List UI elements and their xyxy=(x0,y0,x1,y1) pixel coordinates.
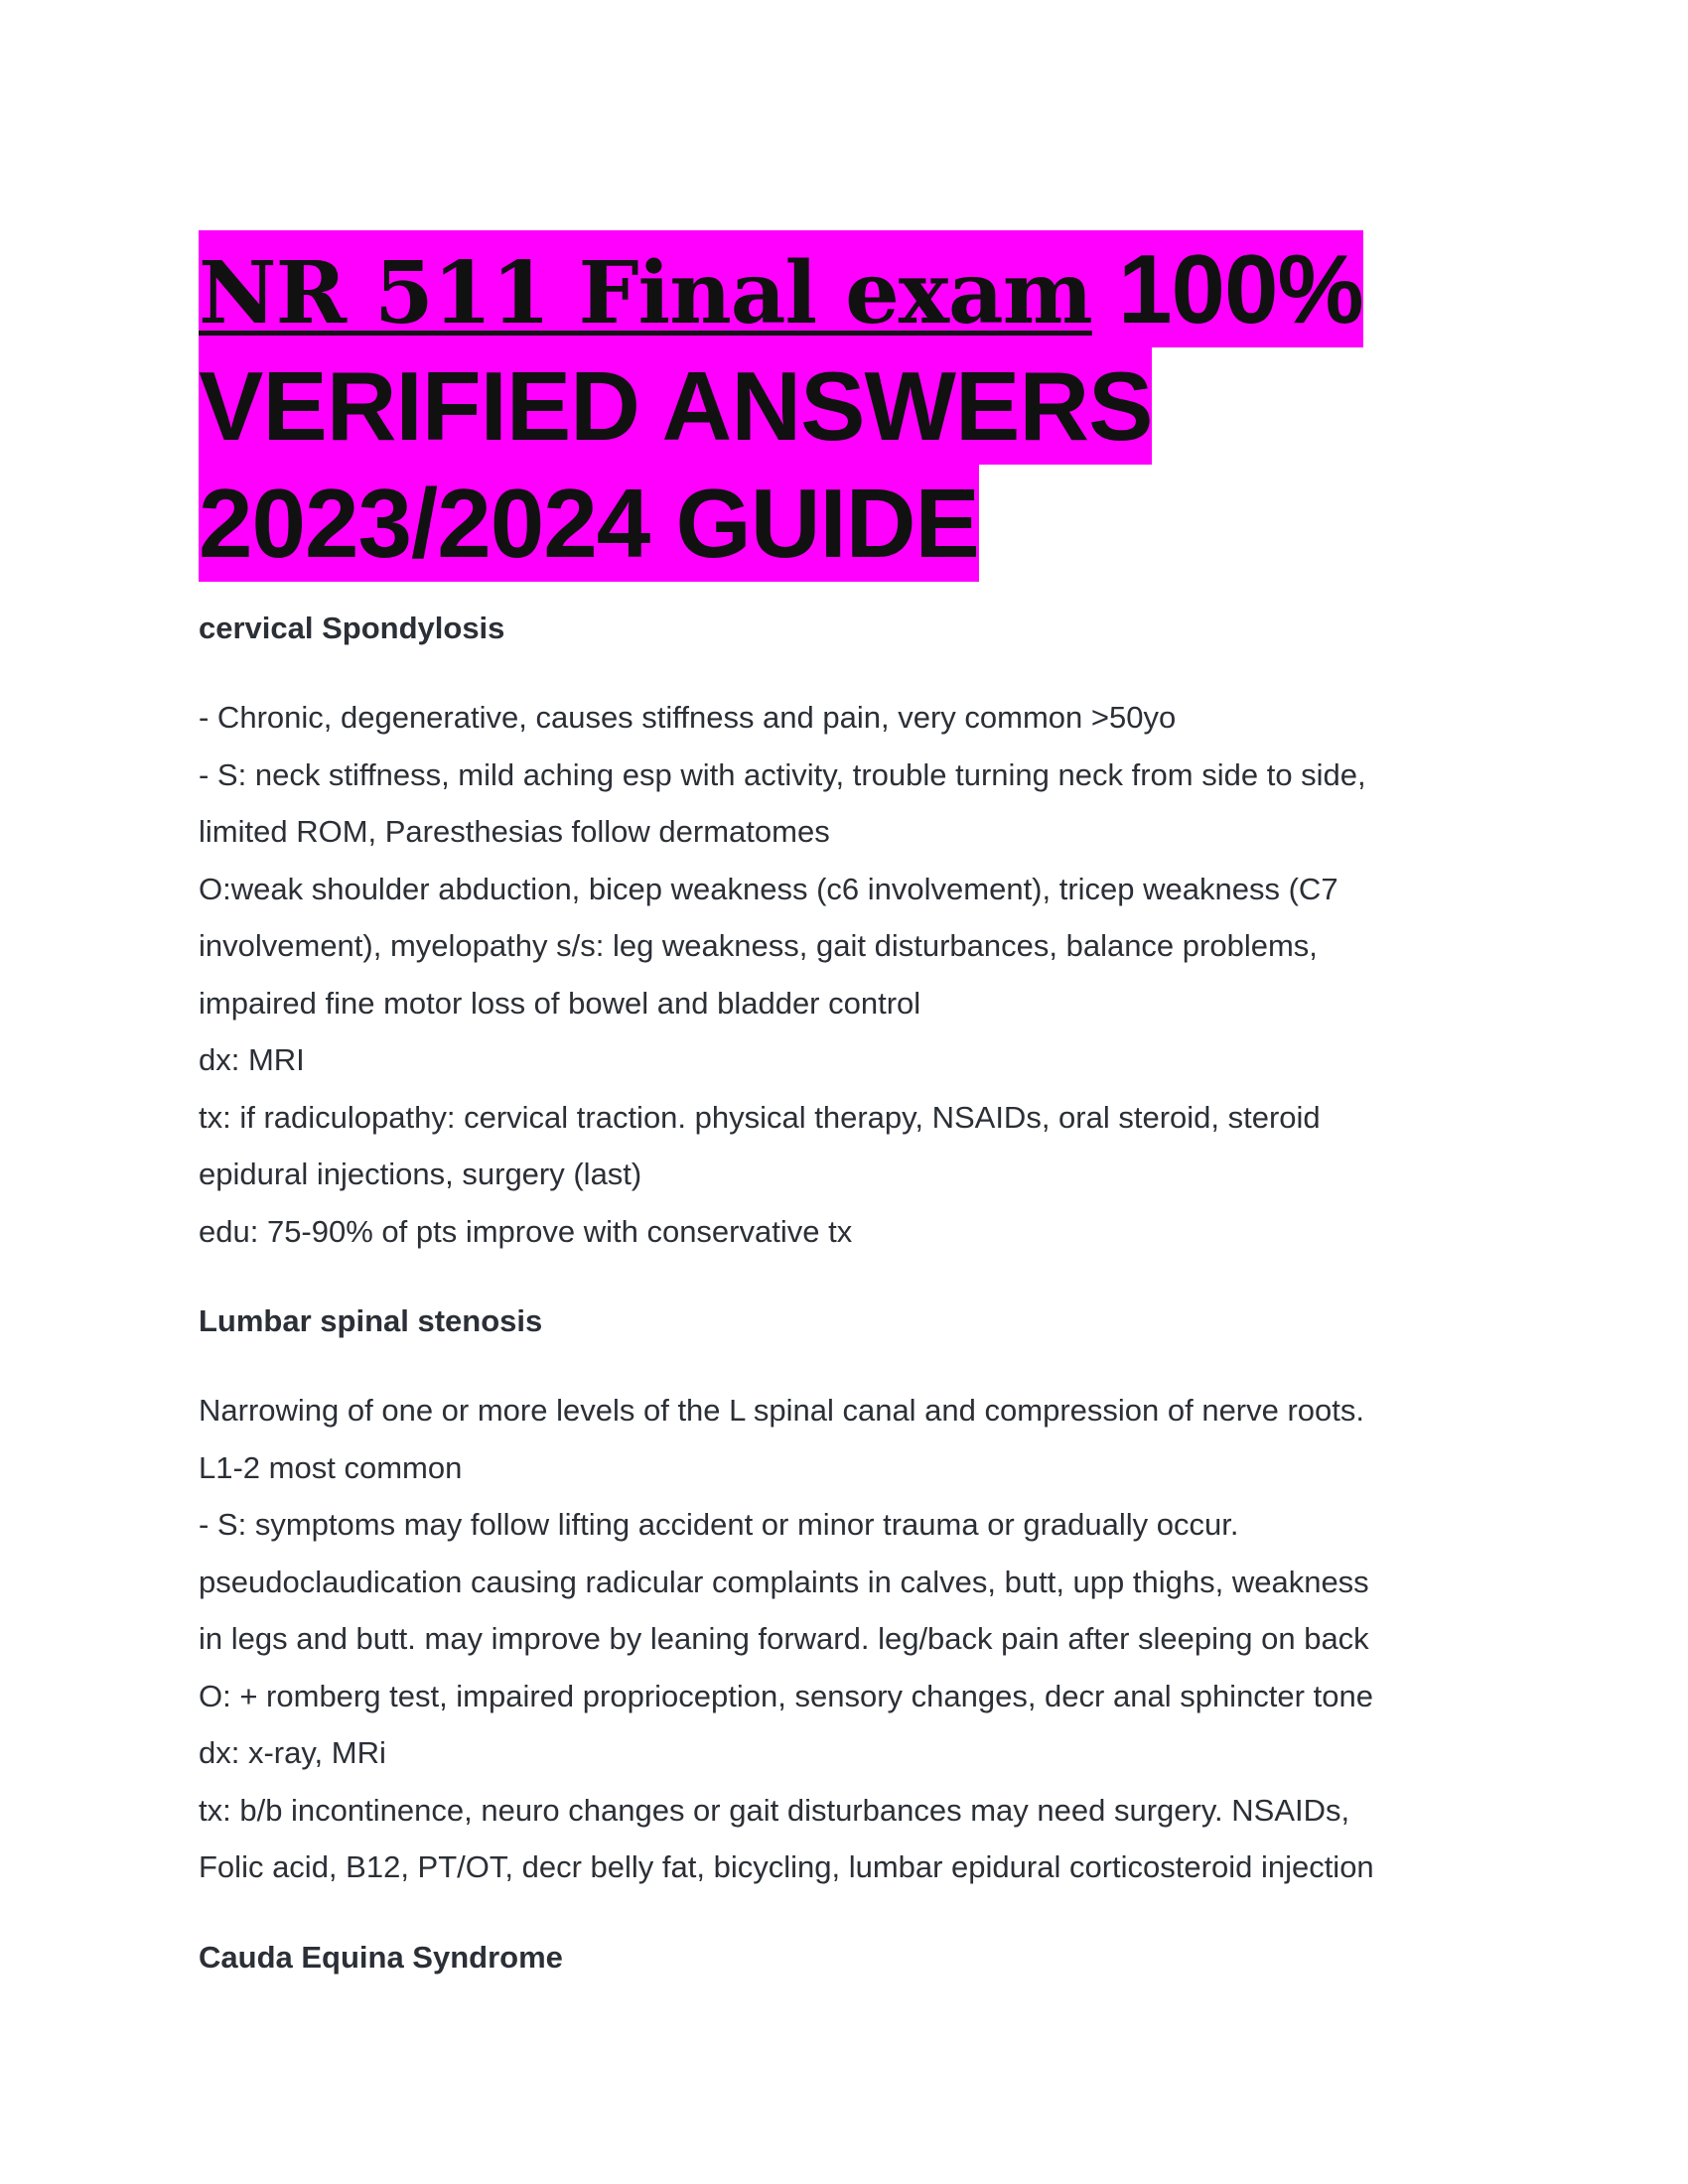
document-title xyxy=(199,230,1489,582)
body-line: - Chronic, degenerative, causes stiffness and pain, very common >50yo xyxy=(199,700,1177,735)
body-line: tx: b/b incontinence, neuro changes or gait disturbances may need surgery. NSAIDs, xyxy=(199,1792,1350,1828)
body-line: L1-2 most common xyxy=(199,1449,463,1485)
title-row-2 xyxy=(199,347,1489,465)
body-line: epidural injections, surgery (last) xyxy=(199,1157,642,1191)
section-heading-cervical-spondylosis: cervical Spondylosis xyxy=(199,611,505,645)
spacer xyxy=(199,656,1509,689)
body-line: in legs and butt. may improve by leaning forward. leg/back pain after sleeping on back xyxy=(199,1621,1369,1656)
document-body xyxy=(199,600,1509,1985)
body-line: - S: neck stiffness, mild aching esp with activity, trouble turning neck from side to side, xyxy=(199,756,1366,792)
body-line: involvement), myelopathy s/s: leg weakness, gait disturbances, balance problems, xyxy=(199,928,1318,963)
body-line: limited ROM, Paresthesias follow dermatomes xyxy=(199,814,830,849)
title-highlight-2: VERIFIED ANSWERS xyxy=(199,347,1152,465)
title-percent: 100% xyxy=(1091,234,1363,343)
title-course-name: NR 511 Final exam xyxy=(199,243,1092,343)
title-highlight-3: 2023/2024 GUIDE xyxy=(199,465,979,582)
body-line: Narrowing of one or more levels of the L spinal canal and compression of nerve roots. xyxy=(199,1393,1365,1428)
spacer xyxy=(199,1260,1509,1293)
body-line: dx: x-ray, MRi xyxy=(199,1735,386,1770)
spacer xyxy=(199,1896,1509,1929)
body-line: Folic acid, B12, PT/OT, decr belly fat, bicycling, lumbar epidural corticosteroid injection xyxy=(199,1849,1374,1884)
body-line: - S: symptoms may follow lifting accident or minor trauma or gradually occur. xyxy=(199,1507,1239,1542)
spacer xyxy=(199,1349,1509,1382)
section-heading-cauda-equina-syndrome: Cauda Equina Syndrome xyxy=(199,1939,563,1975)
body-line: O: + romberg test, impaired proprioception, sensory changes, decr anal sphincter tone xyxy=(199,1678,1373,1713)
section-heading-lumbar-spinal-stenosis: Lumbar spinal stenosis xyxy=(199,1303,543,1338)
body-line: impaired fine motor loss of bowel and bladder control xyxy=(199,985,921,1021)
body-line: pseudoclaudication causing radicular complaints in calves, butt, upp thighs, weakness xyxy=(199,1564,1369,1599)
body-line: dx: MRI xyxy=(199,1042,305,1077)
title-highlight-1 xyxy=(199,230,1363,347)
body-line: O:weak shoulder abduction, bicep weakness (c6 involvement), tricep weakness (C7 xyxy=(199,871,1338,906)
title-row-3 xyxy=(199,465,1489,582)
title-row-1 xyxy=(199,230,1489,347)
body-line: edu: 75-90% of pts improve with conservative tx xyxy=(199,1213,853,1249)
body-line: tx: if radiculopathy: cervical traction. physical therapy, NSAIDs, oral steroid, steroid xyxy=(199,1099,1321,1135)
